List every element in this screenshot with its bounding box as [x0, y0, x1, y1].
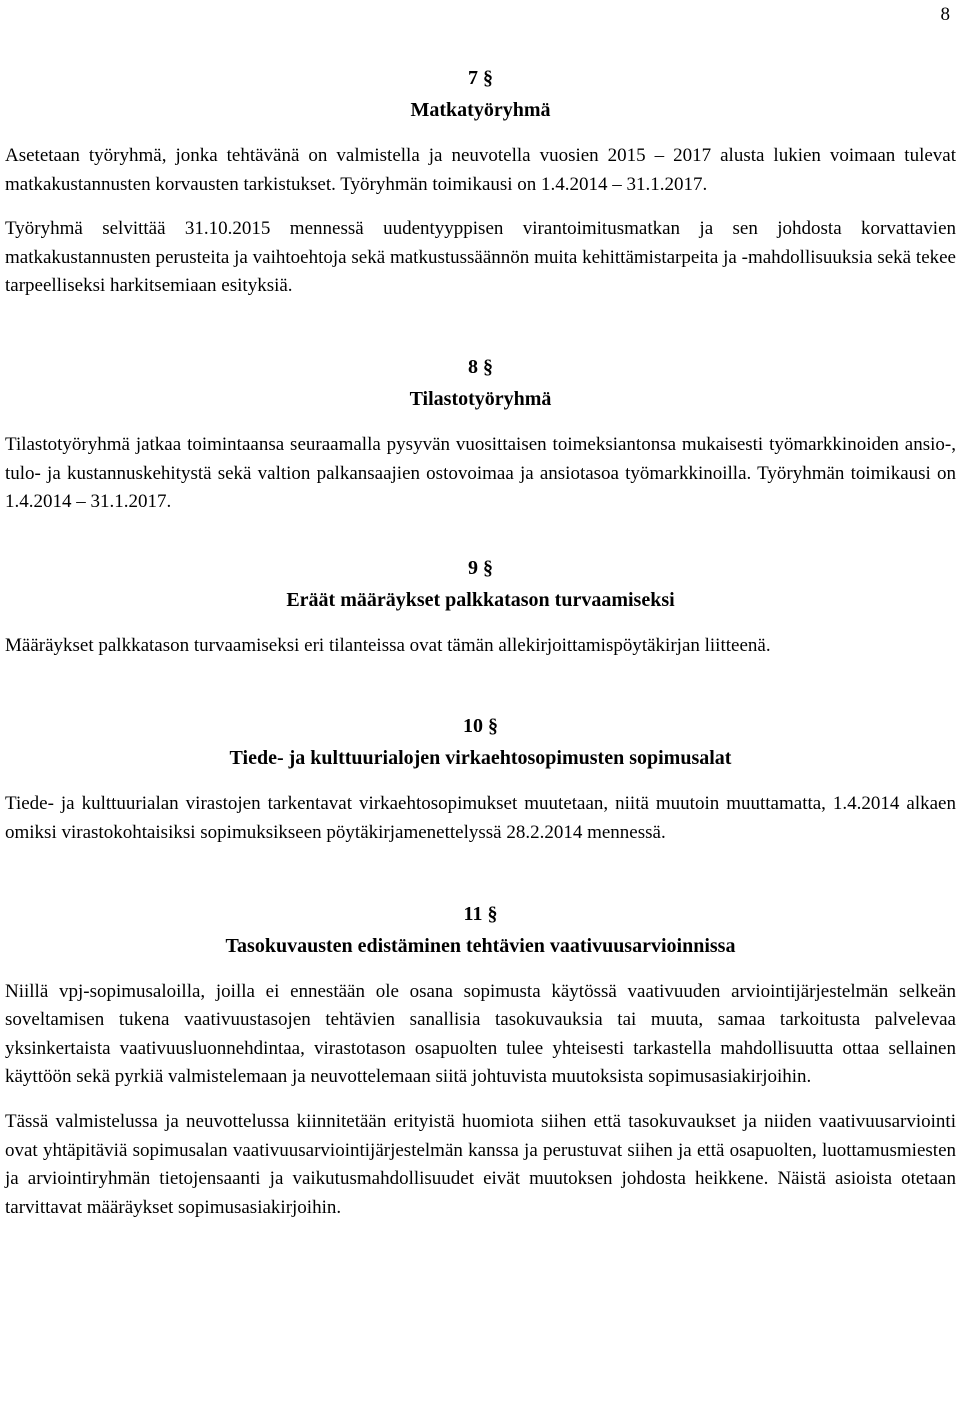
section-7-paragraph-1: Asetetaan työryhmä, jonka tehtävänä on valmistella ja neuvotella vuosien 2015 – 2017 alusta lukien voimaan tulevat matkakustannusten korvausten tarkistukset. Työryhmän toimikausi on 1.4.2014 – 31.1.2017.: [5, 145, 956, 195]
section-heading-7: [5, 62, 956, 126]
section-title: Matkatyöryhmä: [410, 99, 551, 121]
section-title: Tilastotyöryhmä: [409, 387, 552, 410]
section-8-paragraph-1: Tilastotyöryhmä jatkaa toimintaansa seuraamalla pysyvän vuosittaisen toimeksiantonsa mukaisesti työmarkkinoiden ansio-, tulo- ja kustannuskehitystä sekä valtion palkansaajien ostovoimaa ja ansiotasoa työmarkkinoilla. Työryhmän toimikausi on 1.4.2014 – 31.1.2017.: [5, 433, 956, 513]
section-heading-8: [5, 351, 956, 415]
section-9-paragraph-1: Määräykset palkkatason turvaamiseksi eri tilanteissa ovat tämän allekirjoittamispöytäkirjan liitteenä.: [5, 634, 771, 656]
document-body: [5, 62, 956, 1222]
section-number: 11 §: [463, 902, 498, 925]
section-title: Tasokuvausten edistäminen tehtävien vaativuusarvioinnissa: [225, 934, 736, 957]
page-number: 8: [940, 4, 950, 25]
section-10-paragraph-1: Tiede- ja kulttuurialan virastojen tarkentavat virkaehtosopimukset muutetaan, niitä muutoin muuttamatta, 1.4.2014 alkaen omiksi virastokohtaisiksi sopimuksikseen pöytäkirjamenettelyssä 28.2.2014 mennessä.: [5, 793, 956, 843]
section-7-paragraph-2: Työryhmä selvittää 31.10.2015 mennessä uudentyyppisen virantoimitusmatkan ja sen johdosta korvattavien matkakustannusten perusteita ja vaihtoehtoja sekä matkustussäännön muita kehittämistarpeita ja -mahdollisuuksia sekä tekee tarpeelliseksi harkitsemiaan esityksiä.: [5, 218, 956, 297]
section-heading-11: [5, 898, 956, 962]
section-number: 9 §: [468, 556, 493, 579]
section-11-paragraph-1: Niillä vpj-sopimusaloilla, joilla ei ennestään ole osana sopimusta käytössä vaativuuden arviointijärjestelmän selkeän soveltamisen tukena vaativuustasojen tehtävien sanallisia tasokuvauksia tai muuta, samaa tarkoitusta palvelevaa yksinkertaista vaativuusluonnehdintaa, virastotason osapuolten tulee yhteisesti tarkastella mahdollisuutta ottaa sellainen käyttöön sekä pyrkiä valmistelemaan ja neuvottelemaan siitä johtuvista muutoksista sopimusasiakirjoihin.: [5, 980, 956, 1088]
section-number: 10 §: [463, 715, 498, 738]
section-title: Eräät määräykset palkkatason turvaamiseksi: [286, 588, 675, 611]
section-number: 7 §: [468, 67, 493, 89]
section-number: 8 §: [468, 355, 493, 378]
section-heading-9: [5, 552, 956, 616]
section-title: Tiede- ja kulttuurialojen virkaehtosopimusten sopimusalat: [229, 747, 732, 770]
section-heading-10: [5, 710, 956, 774]
section-11-paragraph-2: Tässä valmistelussa ja neuvottelussa kiinnitetään erityistä huomiota siihen että tasokuvaukset ja niiden vaativuusarviointi ovat yhtäpitäviä sopimusalan vaativuusarviointijärjestelmän kanssa ja perustuvat siihen ja että osapuolten, luottamusmiesten ja arviointiryhmän tietojensaanti ja vaikutusmahdollisuudet eivät muutoksen johdosta heikkene. Näistä asioista otetaan tarvittavat määräykset sopimusasiakirjoihin.: [5, 1110, 956, 1218]
